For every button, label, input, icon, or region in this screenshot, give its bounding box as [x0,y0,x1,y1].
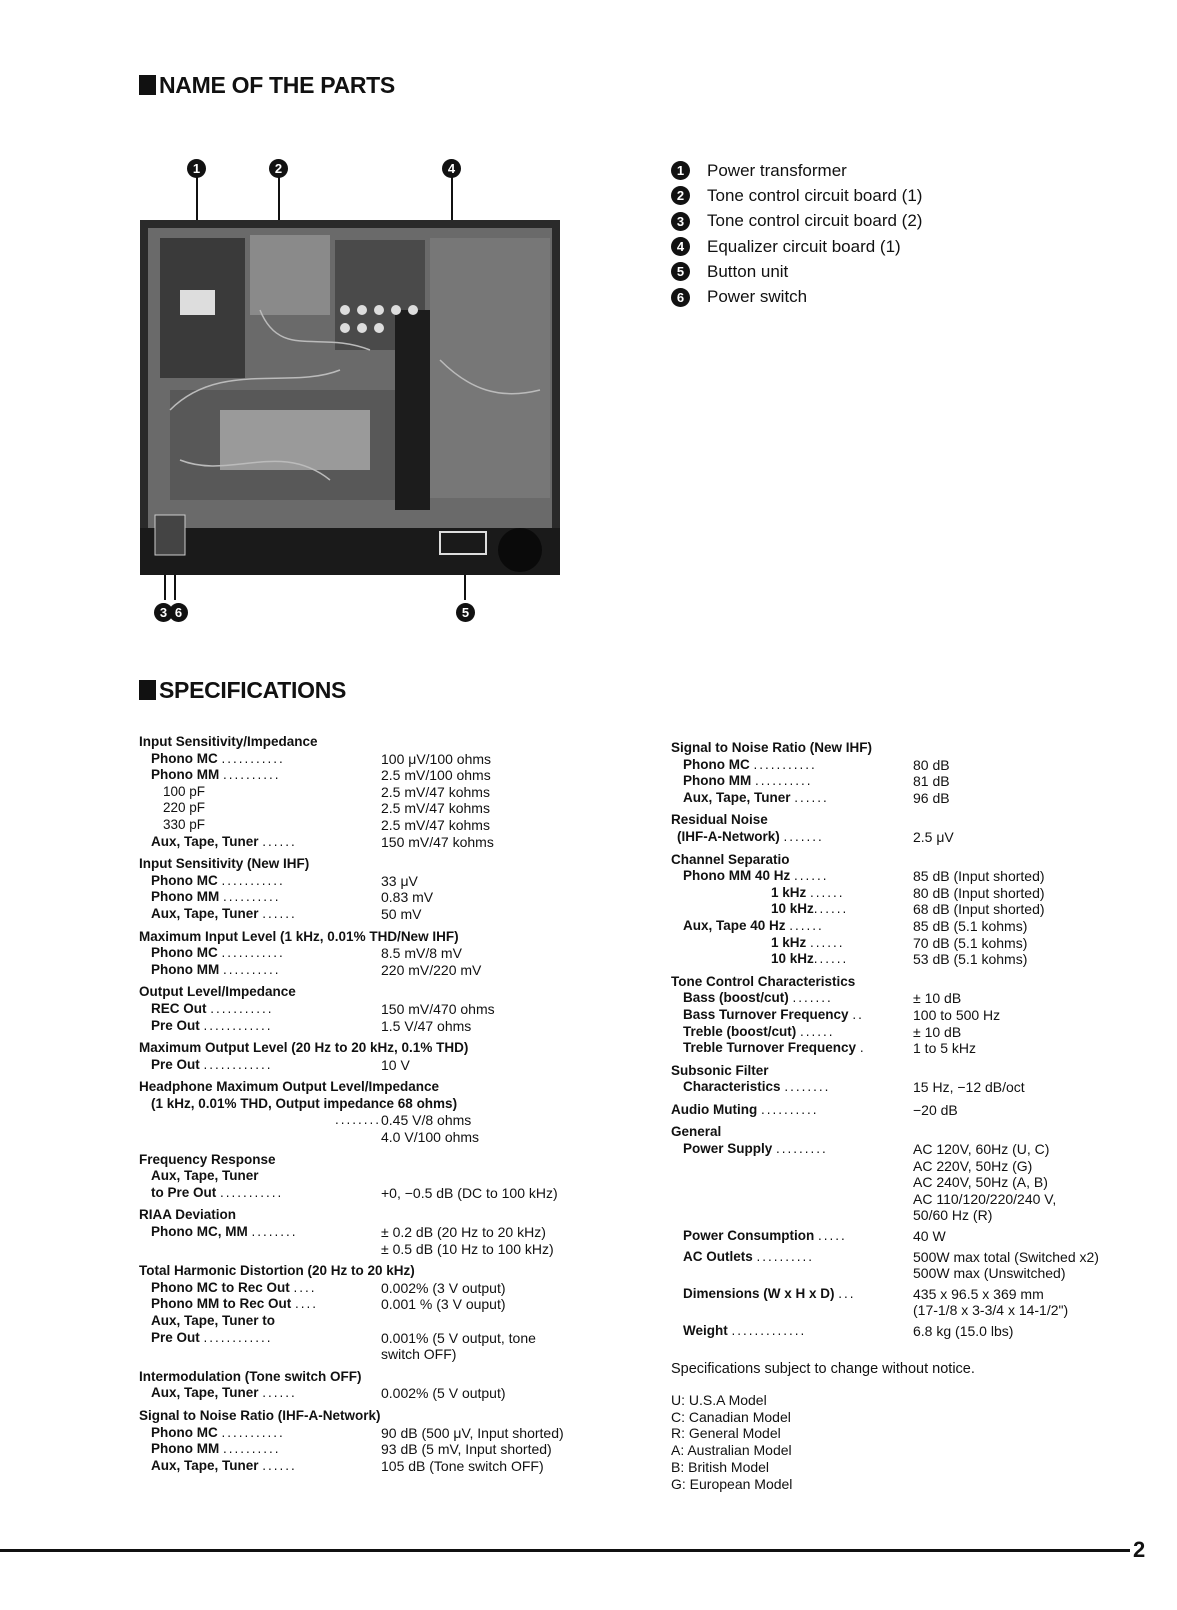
spec-heading: Residual Noise [671,812,768,828]
callout-1: 1 [187,159,206,178]
spec-heading: Signal to Noise Ratio (IHF-A-Network) [139,1407,381,1423]
callout-2: 2 [269,159,288,178]
chassis-photo [140,160,590,650]
spec-heading: Frequency Response [139,1151,276,1167]
callout-5: 5 [456,603,475,622]
parts-list-item: 3 Tone control circuit board (2) [671,209,922,234]
footer-rule [0,1549,1130,1552]
parts-list-item: 6 Power switch [671,284,922,309]
spec-heading: General [671,1124,722,1140]
section-title-specifications: SPECIFICATIONS [139,677,346,704]
spec-heading: Headphone Maximum Output Level/Impedance [139,1079,440,1095]
spec-heading: Input Sensitivity (New IHF) [139,856,310,872]
spec-heading: Total Harmonic Distortion (20 Hz to 20 kHz) [139,1263,415,1279]
callout-6: 6 [169,603,188,622]
section-marker [139,680,156,700]
spec-heading: Tone Control Characteristics [671,973,856,989]
callout-4: 4 [442,159,461,178]
section-marker [139,75,156,95]
spec-heading: Signal to Noise Ratio (New IHF) [671,740,873,755]
legend-item: B: British Model [671,1458,770,1475]
model-legend [671,1392,792,1492]
parts-list-item: 2 Tone control circuit board (1) [671,183,922,208]
spec-heading: Input Sensitivity/Impedance [139,734,318,749]
section-title-parts: NAME OF THE PARTS [139,72,395,99]
parts-list-item: 4 Equalizer circuit board (1) [671,234,922,259]
legend-item: A: Australian Model [671,1442,792,1459]
spec-column-right: Signal to Noise Ratio (New IHF) Phono MC ........... 80 dB Phono MM .......... 81 dB Aux, Tape, Tuner ...... 96 dB Residual Noise (IHF-A-Network) ....... 2.5 μV Channel Separatio Phono MM 40 Hz ...... 85 dB (Input shorted) 1 kHz ...... 80 dB (Input shorted) 10 kHz...... 68 dB (Input shorted) Aux, Tape 40 Hz ...... 85 dB (5.1 kohms) 1 kHz ...... 70 dB (5.1 kohms) 10 kHz...... 53 dB (5.1 kohms) Tone Control Characteristics Bass (boost/cut) ....... ± 10 dB Bass Turnover Frequency .. 100 to 500 Hz Treble (boost/cut) ...... ± 10 dB Treble Turnover Frequency . 1 to 5 kHz Subsonic Filter Characteristics ........ 15 Hz, −12 dB/oct Audio Muting .......... −20 dB General Power Supply ......... AC 120V, 60Hz (U, C) AC 220V, 50Hz (G) AC 240V, 50Hz (A, B) AC 110/120/220/240 V, 50/60 Hz (R) Power Consumption ..... 40 W AC Outlets .......... 500W max total (Switched x2) 500W max (Unswitched) Dimensions (W x H x D) ... 435 x 96.5 x 369 mm (17-1/8 x 3-3/4 x 14-1/2") Weight ............. 6.8 kg (15.0 lbs) [671,740,1151,1340]
spec-heading: Maximum Input Level (1 kHz, 0.01% THD/New IHF) [139,928,459,944]
spec-heading: RIAA Deviation [139,1207,237,1223]
callout-3: 3 [154,603,173,622]
parts-list-item: 1 Power transformer [671,158,922,183]
spec-heading: Intermodulation (Tone switch OFF) [139,1368,362,1384]
spec-heading: Output Level/Impedance [139,984,296,1000]
parts-list-item: 5 Button unit [671,259,922,284]
spec-heading: Channel Separatio [671,851,790,867]
spec-heading: Subsonic Filter [671,1062,769,1078]
spec-notice: Specifications subject to change without notice. [671,1361,975,1377]
spec-column-left: Input Sensitivity/Impedance Phono MC ........... 100 μV/100 ohms Phono MM .......... 2.5 mV/100 ohms 100 pF 2.5 mV/47 kohms 220 pF 2.5 mV/47 kohms 330 pF 2.5 mV/47 kohms Aux, Tape, Tuner ...... 150 mV/47 kohms Input Sensitivity (New IHF) Phono MC ........... 33 μV Phono MM .......... 0.83 mV Aux, Tape, Tuner ...... 50 mV Maximum Input Level (1 kHz, 0.01% THD/New IHF) Phono MC ........... 8.5 mV/8 mV Phono MM .......... 220 mV/220 mV Output Level/Impedance REC Out ........... 150 mV/470 ohms Pre Out ............ 1.5 V/47 ohms Maximum Output Level (20 Hz to 20 kHz, 0.1% THD) Pre Out ............ 10 V Headphone Maximum Output Level/Impedance (1 kHz, 0.01% THD, Output impedance 68 ohms) ........ 0.45 V/8 ohms 4.0 V/100 ohms Frequency Response Aux, Tape, Tuner to Pre Out ........... +0, −0.5 dB (DC to 100 kHz) RIAA Deviation Phono MC, MM ........ ± 0.2 dB (20 Hz to 20 kHz) ± 0.5 dB (10 Hz to 100 kHz) Total Harmonic Distortion (20 Hz to 20 kHz) Phono MC to Rec Out .... 0.002% (3 V output) Phono MM to Rec Out .... 0.001 % (3 V ouput) Aux, Tape, Tuner to Pre Out ............ 0.001% (5 V output, tone switch OFF) Intermodulation (Tone switch OFF) Aux, Tape, Tuner ...... 0.002% (5 V output) Signal to Noise Ratio (IHF-A-Network) Phono MC ........... 90 dB (500 μV, Input shorted) Phono MM .......... 93 dB (5 mV, Input shorted) Aux, Tape, Tuner ...... 105 dB (Tone switch OFF) [139,734,619,1474]
legend-item: G: European Model [671,1475,793,1492]
spec-heading: Maximum Output Level (20 Hz to 20 kHz, 0.1% THD) [139,1040,469,1056]
legend-item: R: General Model [671,1425,781,1442]
page-number: 2 [1133,1537,1146,1562]
legend-item: C: Canadian Model [671,1408,791,1425]
parts-list [671,158,922,310]
legend-item: U: U.S.A Model [671,1392,767,1408]
